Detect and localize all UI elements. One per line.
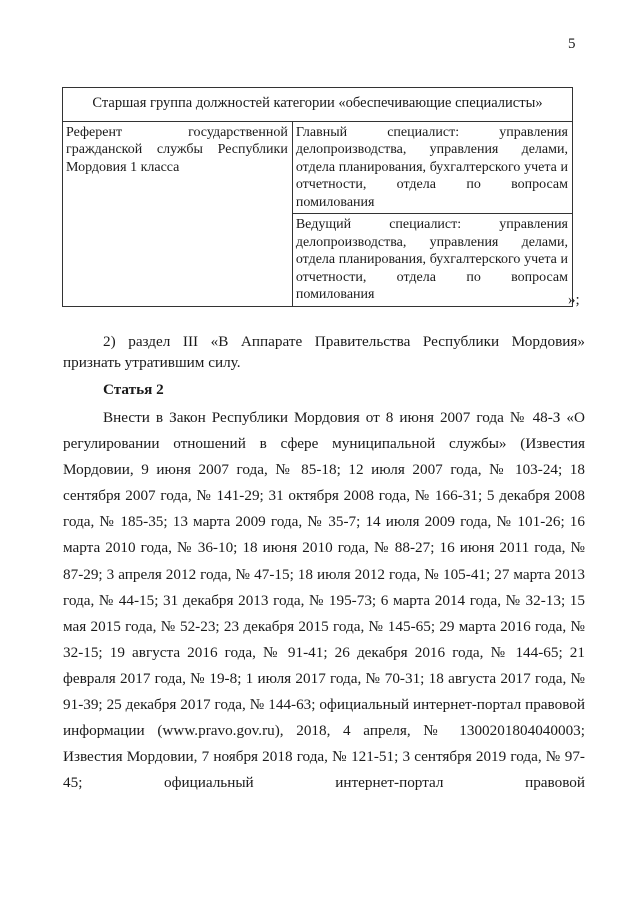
table-header-row (63, 88, 573, 122)
table-row (63, 121, 573, 214)
position-cell: Референт государственной гражданской службы Республики Мордовия 1 класса (63, 121, 293, 306)
closing-quote-mark: »; (568, 292, 580, 308)
positions-table (62, 87, 573, 307)
department-cell: Главный специалист: управления делопроизводства, управления делами, отдела планирования, бухгалтерского учета и отчетности, отдела по вопросам помилования (292, 121, 572, 214)
department-cell: Ведущий специалист: управления делопроизводства, управления делами, отдела планирования, бухгалтерского учета и отчетности, отдела по вопросам помилования (292, 214, 572, 307)
item-2-paragraph: 2) раздел III «В Аппарате Правительства Республики Мордовия» признать утратившим силу. (63, 333, 585, 371)
article-heading: Статья 2 (103, 381, 164, 398)
page-number: 5 (568, 36, 576, 52)
article-paragraph: Внести в Закон Республики Мордовия от 8 июня 2007 года № 48-З «О регулировании отношений в сфере муниципальной службы» (Известия Мордовии, 9 июня 2007 года, № 85-18; 12 июля 2007 года, № 103-24; 18 сентября 2007 года, № 141-29; 31 октября 2008 года, № 166-31; 5 декабря 2008 года, № 185-35; 13 марта 2009 года, № 35-7; 14 июля 2009 года, № 101-26; 16 марта 2010 года, № 36-10; 18 июня 2010 года, № 88-27; 16 июня 2011 года, № 87-29; 3 апреля 2012 года, № 47-15; 18 июля 2012 года, № 105-41; 27 марта 2013 года, № 44-15; 31 декабря 2013 года, № 195-73; 6 марта 2014 года, № 32-13; 15 мая 2015 года, № 52-23; 23 декабря 2015 года, № 145-65; 29 марта 2016 года, № 32-15; 19 августа 2016 года, № 91-41; 26 декабря 2016 года, № 144-65; 21 февраля 2017 года, № 19-8; 1 июля 2017 года, № 70-31; 18 августа 2017 года, № 91-39; 25 декабря 2017 года, № 144-63; официальный интернет-портал правовой информации (www.pravo.gov.ru), 2018, 4 апреля, № 1300201804040003; Известия Мордовии, 7 ноября 2018 года, № 121-51; 3 сентября 2019 года, № 97-45; официальный интернет-портал правовой (63, 409, 585, 792)
group-header-cell: Старшая группа должностей категории «обеспечивающие специалисты» (63, 88, 573, 122)
